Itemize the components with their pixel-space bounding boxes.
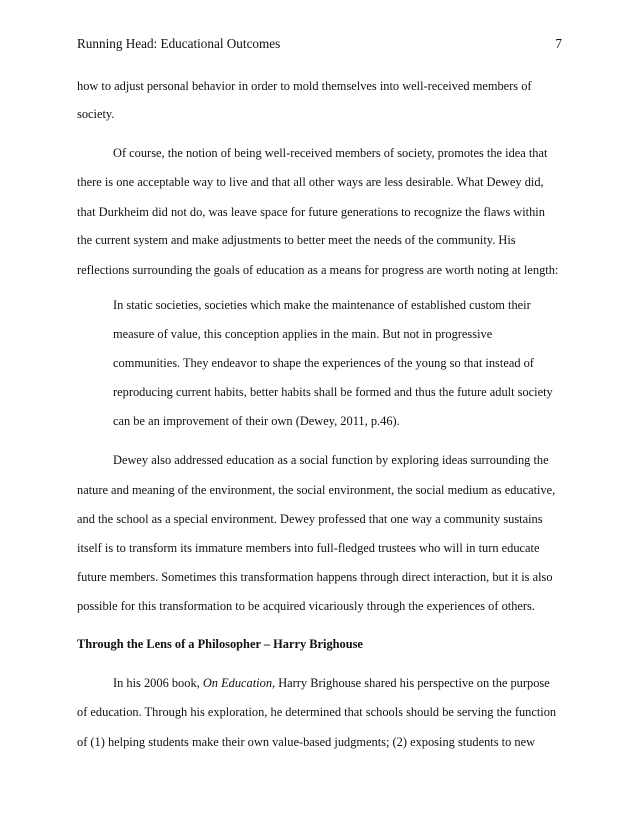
- body-line: Of course, the notion of being well-received members of society, promotes the idea that: [113, 146, 548, 160]
- body-line: how to adjust personal behavior in order to mold themselves into well-received members of: [77, 79, 532, 93]
- book-title: On Education,: [202, 676, 276, 690]
- section-heading: Through the Lens of a Philosopher – Harry Brighouse: [77, 637, 363, 651]
- block-quote-line: communities. They endeavor to shape the experiences of the young so that instead of: [113, 356, 534, 370]
- body-line: itself is to transform its immature members into full-fledged trustees who will in turn educate: [77, 541, 540, 555]
- body-line: possible for this transformation to be acquired vicariously through the experiences of others.: [77, 599, 535, 613]
- block-quote-line: measure of value, this conception applies in the main. But not in progressive: [113, 327, 493, 341]
- body-line: the current system and make adjustments to better meet the needs of the community. His: [77, 233, 516, 247]
- body-line: Dewey also addressed education as a social function by exploring ideas surrounding the: [113, 453, 549, 467]
- page-header: [77, 36, 562, 56]
- block-quote-line: can be an improvement of their own (Dewey, 2011, p.46).: [113, 414, 400, 428]
- body-line: nature and meaning of the environment, the social environment, the social medium as educative,: [77, 483, 556, 497]
- body-line: reflections surrounding the goals of education as a means for progress are worth noting at length:: [77, 263, 559, 277]
- body-line: future members. Sometimes this transformation happens through direct interaction, but it is also: [77, 570, 553, 584]
- body-line: there is one acceptable way to live and that all other ways are less desirable. What Dewey did,: [77, 175, 544, 189]
- running-head: Running Head: Educational Outcomes: [77, 36, 281, 51]
- body-line: of education. Through his exploration, he determined that schools should be serving the function: [77, 705, 557, 719]
- block-quote-line: reproducing current habits, better habits shall be formed and thus the future adult society: [113, 385, 553, 399]
- text-run: Harry Brighouse shared his perspective on the purpose: [275, 676, 550, 690]
- block-quote-line: In static societies, societies which make the maintenance of established custom their: [113, 298, 531, 312]
- page-number: 7: [555, 36, 562, 51]
- text-run: In his 2006 book,: [113, 676, 203, 690]
- body-line: and the school as a special environment. Dewey professed that one way a community sustains: [77, 512, 543, 526]
- body-line: [113, 675, 550, 691]
- body-line: of (1) helping students make their own value-based judgments; (2) exposing students to new: [77, 735, 536, 749]
- body-line: that Durkheim did not do, was leave space for future generations to recognize the flaws within: [77, 205, 545, 219]
- body-line: society.: [77, 107, 115, 121]
